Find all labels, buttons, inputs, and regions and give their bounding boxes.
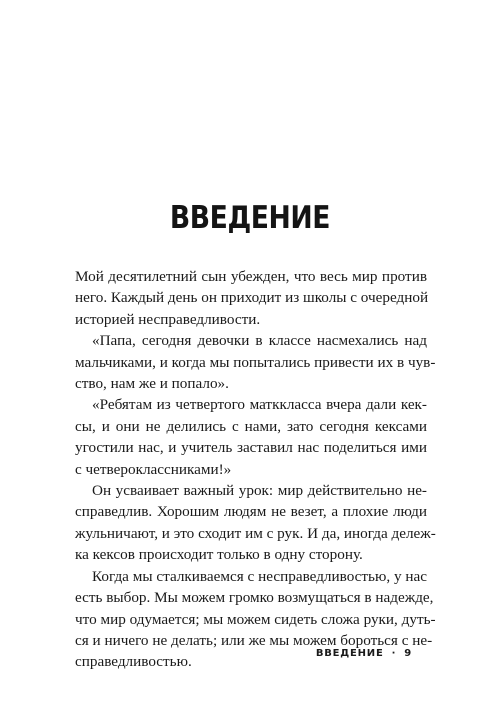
text-line: Мой десятилетний сын убежден, что весь мир против xyxy=(75,268,427,285)
text-line: справедлив. Хорошим людям не везет, а плохие люди xyxy=(75,503,427,521)
body-text xyxy=(75,266,436,673)
text-line: справедливостью. xyxy=(75,653,192,671)
text-line: ство, нам же и попало». xyxy=(75,375,229,393)
text-line: него. Каждый день он приходит из школы с очередной xyxy=(75,289,429,307)
page-number: 9 xyxy=(404,648,412,659)
running-head: ВВЕДЕНИЕ xyxy=(315,648,384,659)
text-line: Он усваивает важный урок: мир действительно не- xyxy=(92,482,427,500)
text-line: мальчиками, и когда мы попытались привести их в чув- xyxy=(75,353,436,371)
text-line: угостили нас, и учитель заставил нас поделиться ими xyxy=(75,439,427,457)
footer-separator: · xyxy=(391,648,397,659)
page-footer xyxy=(316,648,412,659)
chapter-title: ВВЕДЕНИЕ xyxy=(169,200,331,236)
text-line: «Папа, сегодня девочки в классе насмехались над xyxy=(92,332,427,350)
text-line: есть выбор. Мы можем громко возмущаться в надежде, xyxy=(75,589,434,607)
text-line: что мир одумается; мы можем сидеть сложа руки, дуть- xyxy=(75,610,436,628)
text-line: с четвероклассниками!» xyxy=(75,460,232,478)
text-line: ка кексов происходит только в одну сторону. xyxy=(75,546,363,564)
text-line: «Ребятам из четвертого матккласса вчера дали кек- xyxy=(92,396,427,414)
text-line: ся и ничего не делать; или же мы можем бороться с не- xyxy=(75,631,433,649)
text-line: жульничают, и это сходит им с рук. И да, иногда дележ- xyxy=(75,524,436,542)
text-line: историей несправедливости. xyxy=(75,310,261,328)
text-line: сы, и они не делились с нами, зато сегодня кексами xyxy=(75,417,427,435)
text-line: Когда мы сталкиваемся с несправедливостью, у нас xyxy=(92,567,427,585)
